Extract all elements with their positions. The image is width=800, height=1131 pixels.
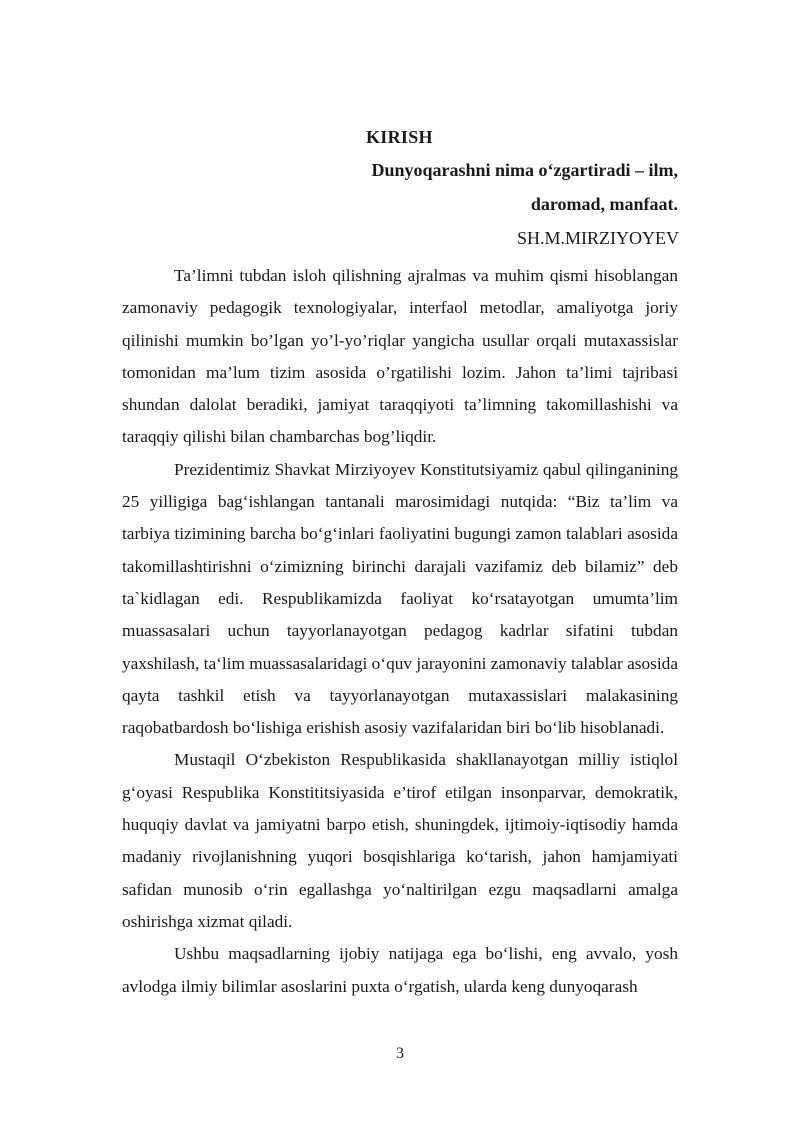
paragraph: Ta’limni tubdan isloh qilishning ajralmas va muhim qismi hisoblangan zamonaviy pedagogik texnologiyalar, interfaol metodlar, amaliyotga joriy qilinishi mumkin bo’lgan yo’l-yo’riqlar yangicha usullar orqali mutaxassislar tomonidan ma’lum tizim asosida o’rgatilishi lozim. Jahon ta’limi tajribasi shundan dalolat beradiki, jamiyat taraqqiyoti ta’limning takomillashishi va taraqqiy qilishi bilan chambarchas bog’liqdir.: [122, 266, 678, 447]
section-heading: KIRISH: [366, 127, 433, 147]
page-number: 3: [396, 1045, 404, 1062]
paragraph: Mustaqil O‘zbekiston Respublikasida shakllanayotgan milliy istiqlol g‘oyasi Respublika Konstititsiyasida e’tirof etilgan insonparvar, demokratik, huquqiy davlat va jamiyatni barpo etish, shuningdek, ijtimoiy-iqtisodiy hamda madaniy rivojlanishning yuqori bosqishlariga ko‘tarish, jahon hamjamiyati safidan munosib o‘rin egallashga yo‘naltirilgan ezgu maqsadlarni amalga oshirishga xizmat qiladi.: [122, 750, 678, 931]
epigraph-line-1: Dunyoqarashni nima o‘zgartiradi – ilm,: [371, 160, 678, 180]
epigraph-author: SH.M.MIRZIYOYEV: [517, 228, 679, 248]
body-text: [122, 260, 678, 1003]
epigraph-line-2: daromad, manfaat.: [530, 194, 678, 214]
paragraph: Ushbu maqsadlarning ijobiy natijaga ega bo‘lishi, eng avvalo, yosh avlodga ilmiy bilimlar asoslarini puxta o‘rgatish, ularda keng dunyoqarash: [122, 944, 678, 996]
paragraph: Prezidentimiz Shavkat Mirziyoyev Konstitutsiyamiz qabul qilinganining 25 yilligiga bag‘ishlangan tantanali marosimidagi nutqida: “Biz ta’lim va tarbiya tizimining barcha bo‘g‘inlari faoliyatini bugungi zamon talablari asosida takomillashtirishni o‘zimizning birinchi darajali vazifamiz deb bilamiz” deb ta`kidlagan edi. Respublikamizda faoliyat ko‘rsatayotgan umumta’lim muassasalari uchun tayyorlanayotgan pedagog kadrlar sifatini tubdan yaxshilash, ta‘lim muassasalaridagi o‘quv jarayonini zamonaviy talablar asosida qayta tashkil etish va tayyorlanayotgan mutaxassislari malakasining raqobatbardosh bo‘lishiga erishish asosiy vazifalaridan biri bo‘lib hisoblanadi.: [122, 459, 678, 738]
